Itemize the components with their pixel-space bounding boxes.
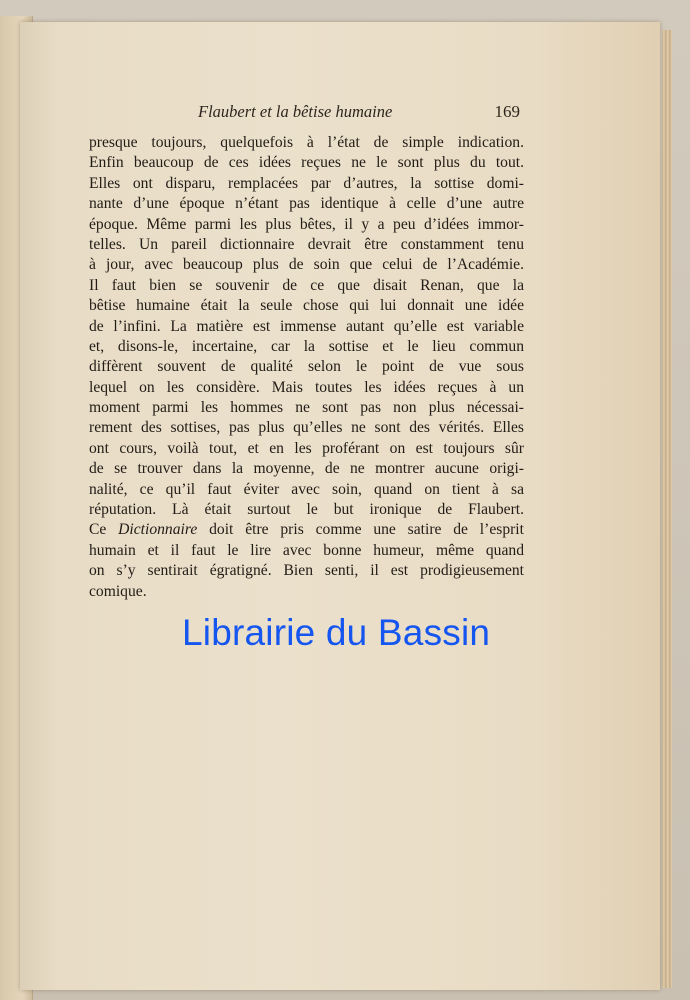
line-rest: doit être pris comme une satire de l’esprit	[209, 521, 524, 539]
text-line: humain et il faut le lire avec bonne humeur, même quand	[89, 541, 524, 559]
text-line: moment parmi les hommes ne sont pas non plus nécessai-	[89, 399, 524, 417]
text-line: réputation. Là était surtout le but ironique de Flaubert.	[89, 501, 524, 519]
text-line: nalité, ce qu’il faut éviter avec soin, quand on tient à sa	[89, 480, 524, 498]
text-line: rement des sottises, pas plus qu’elles ne sont des vérités. Elles	[89, 419, 524, 437]
text-line: de se trouver dans la moyenne, de ne montrer aucune origi-	[89, 460, 524, 478]
text-line: Il faut bien se souvenir de ce que disait Renan, que la	[89, 276, 524, 294]
text-line: de l’infini. La matière est immense autant qu’elle est variable	[89, 317, 524, 335]
text-line: Elles ont disparu, remplacées par d’autres, la sottise domi-	[89, 174, 524, 192]
text-line: diffèrent souvent de qualité selon le point de vue sous	[89, 358, 524, 376]
text-line: époque. Même parmi les plus bêtes, il y a peu d’idées immor-	[89, 215, 524, 233]
text-line: on s’y sentirait égratigné. Bien senti, il est prodigieusement	[89, 562, 524, 580]
text-line: telles. Un pareil dictionnaire devrait être constamment tenu	[89, 235, 524, 253]
text-line: nante d’une époque n’étant pas identique à celle d’une autre	[89, 195, 524, 213]
text-line: presque toujours, quelquefois à l’état de simple indication.	[89, 134, 524, 151]
text-line: à jour, avec beaucoup plus de soin que celui de l’Académie.	[89, 256, 524, 274]
book-page	[20, 22, 660, 990]
watermark-text: Librairie du Bassin	[182, 612, 491, 653]
text-line: Enfin beaucoup de ces idées reçues ne le sont plus du tout.	[89, 154, 524, 172]
text-line-with-italic	[89, 520, 524, 540]
text-line: ont cours, voilà tout, et en les proférant on est toujours sûr	[89, 439, 524, 457]
running-title: Flaubert et la bêtise humaine	[198, 102, 393, 121]
running-head	[92, 102, 520, 126]
text-line: et, disons-le, incertaine, car la sottise et le lieu commun	[89, 337, 524, 355]
text-line: comique.	[89, 582, 147, 600]
line-prefix: Ce	[89, 521, 107, 539]
page-number: 169	[494, 102, 520, 121]
page-stack-edge	[662, 30, 672, 988]
text-line: bêtise humaine était la seule chose qui lui donnait une idée	[89, 297, 524, 315]
italic-title: Dictionnaire	[118, 521, 198, 539]
body-text	[89, 133, 524, 602]
text-line: lequel on les considère. Mais toutes les idées reçues à un	[89, 378, 524, 396]
